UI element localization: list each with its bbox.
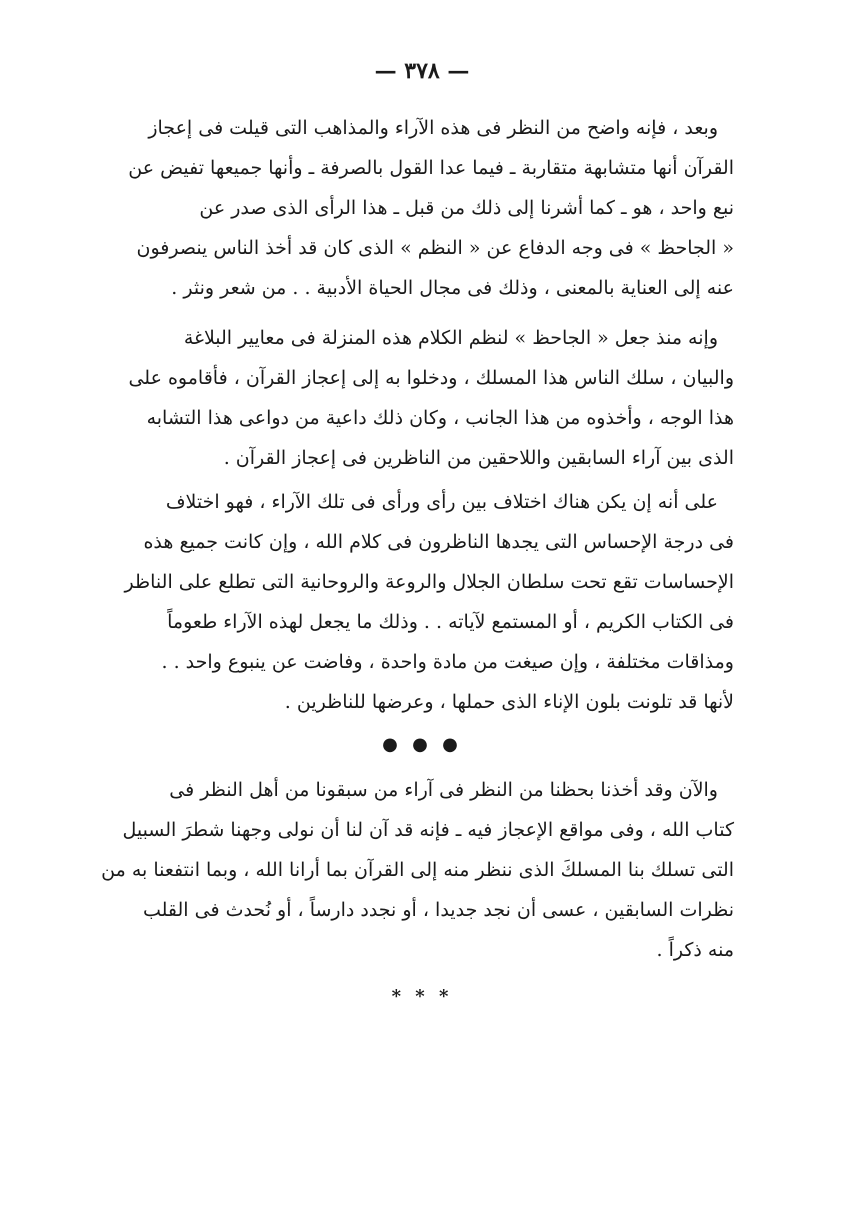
- text-line: منه ذكراً .: [656, 939, 734, 961]
- text-line: فى درجة الإحساس التى يجدها الناظرون فى كلام الله ، وإن كانت جميع هذه: [143, 531, 734, 553]
- text-line: وبعد ، فإنه واضح من النظر فى هذه الآراء والمذاهب التى قيلت فى إعجاز: [148, 117, 718, 139]
- text-line: لأنها قد تلونت بلون الإناء الذى حملها ، وعرضها للناظرين .: [284, 691, 734, 713]
- text-line: نبع واحد ، هو ـ كما أشرنا إلى ذلك من قبل ـ هذا الرأى الذى صدر عن: [199, 197, 734, 219]
- text-line: « الجاحظ » فى وجه الدفاع عن « النظم » الذى كان قد أخذ الناس ينصرفون: [136, 237, 734, 259]
- text-line: الإحساسات تقع تحت سلطان الجلال والروعة والروحانية التى تطلع على الناظر: [124, 571, 734, 593]
- paragraph-4: [101, 770, 734, 970]
- text-line: هذا الوجه ، وأخذوه من هذا الجانب ، وكان ذلك داعية من دواعى هذا التشابه: [146, 407, 734, 429]
- text-line: ومذاقات مختلفة ، وإن صيغت من مادة واحدة ، وفاضت عن ينبوع واحد . .: [161, 651, 734, 673]
- text-line: عنه إلى العناية بالمعنى ، وذلك فى مجال الحياة الأدبية . . من شعر ونثر .: [171, 277, 734, 299]
- text-line: والآن وقد أخذنا بحظنا من النظر فى آراء من سبقونا من أهل النظر فى: [169, 779, 718, 801]
- text-line: والبيان ، سلك الناس هذا المسلك ، ودخلوا به إلى إعجاز القرآن ، فأقاموه على: [128, 367, 734, 389]
- page-number: — ٣٧٨ —: [374, 58, 470, 84]
- text-line: القرآن أنها متشابهة متقاربة ـ فيما عدا القول بالصرفة ـ وأنها جميعها تفيض عن: [128, 157, 734, 179]
- paragraph-1: [128, 108, 734, 308]
- section-separator: * * *: [391, 986, 453, 1007]
- text-line: التى تسلك بنا المسلكَ الذى ننظر منه إلى القرآن بما أرانا الله ، وبما انتفعنا به من: [101, 859, 734, 881]
- text-line: كتاب الله ، وفى مواقع الإعجاز فيه ـ فإنه قد آن لنا أن نولى وجهنا شطرَ السبيل: [122, 819, 734, 841]
- text-line: نظرات السابقين ، عسى أن نجد جديدا ، أو نجدد دارساً ، أو نُحدث فى القلب: [142, 899, 734, 921]
- text-line: الذى بين آراء السابقين واللاحقين من الناظرين فى إعجاز القرآن .: [223, 447, 734, 469]
- text-line: على أنه إن يكن هناك اختلاف بين رأى ورأى فى تلك الآراء ، فهو اختلاف: [165, 491, 718, 513]
- paragraph-3: [124, 482, 734, 722]
- section-separator: ● ● ●: [382, 734, 462, 755]
- paragraph-2: [128, 318, 734, 478]
- text-line: فى الكتاب الكريم ، أو المستمع لآياته . . وذلك ما يجعل لهذه الآراء طعوماً: [167, 611, 734, 633]
- text-line: وإنه منذ جعل « الجاحظ » لنظم الكلام هذه المنزلة فى معايير البلاغة: [183, 327, 718, 349]
